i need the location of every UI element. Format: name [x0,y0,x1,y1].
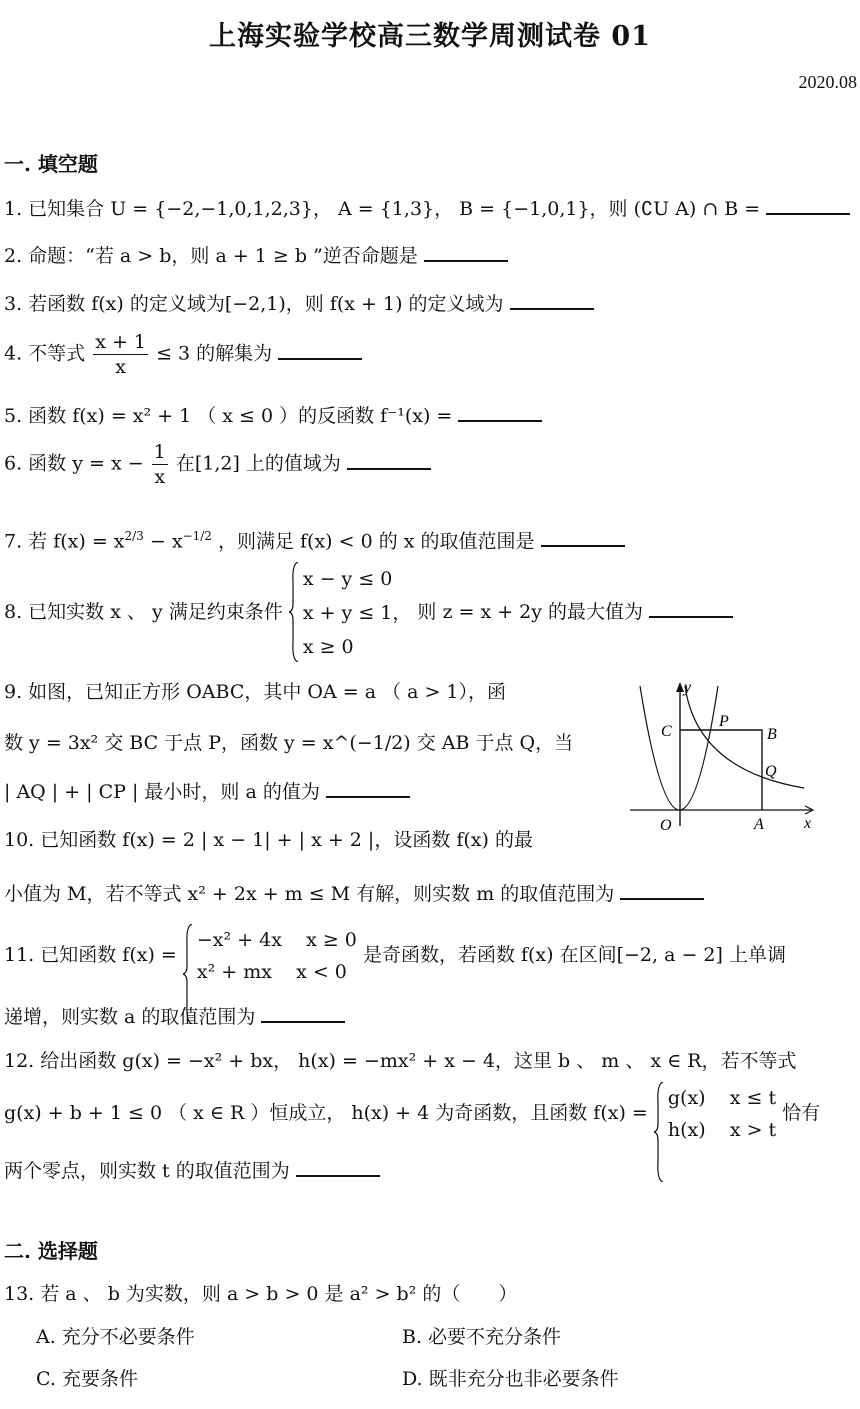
question-9-line-2: 数 y = 3x² 交 BC 于点 P，函数 y = x^(−1/2) 交 AB 于点 Q，当 [4,732,574,754]
question-12 [4,1157,380,1183]
question-9 [4,778,410,804]
question-8-constraint-1: x − y ≤ 0 [302,568,393,590]
question-11-case-2: x² + mx x < 0 [196,961,347,983]
question-7-exponent-2: −1/2 [182,529,212,543]
question-7-suffix: ，则满足 f(x) < 0 的 x 的取值范围是 [217,530,535,553]
label-y: y [684,679,692,696]
exam-date: 2020.08 [798,72,857,92]
question-12-prefix: g(x) + b + 1 ≤ 0 （ x ∈ R ）恒成立， h(x) + 4 为奇函数，且函数 f(x) = [4,1102,648,1124]
label-x: x [804,815,812,832]
question-6-denominator: x [154,466,166,488]
question-11-suffix: 是奇函数，若函数 f(x) 在区间[−2, a − 2] 上单调 [362,944,786,966]
question-8-constraint-system [289,562,412,664]
question-5-text: 5. 函数 f(x) = x² + 1 （ x ≤ 0 ）的反函数 f⁻¹(x) = [4,405,453,427]
question-2-text: 2. 命题：“若 a > b，则 a + 1 ≥ b ”逆否命题是 [4,245,418,267]
option-c[interactable]: C. 充要条件 [36,1368,138,1390]
question-10 [4,880,704,906]
question-10-line-2: 小值为 M，若不等式 x² + 2x + m ≤ M 有解，则实数 m 的取值范围为 [4,883,615,905]
question-12-case-1: g(x) x ≤ t [667,1087,777,1109]
question-8 [4,562,733,664]
question-7 [4,524,625,553]
left-brace-icon [289,562,299,662]
answer-blank-11[interactable] [261,1003,345,1023]
answer-blank-9[interactable] [326,778,410,798]
option-b[interactable]: B. 必要不充分条件 [402,1326,562,1348]
question-9-line-1: 9. 如图，已知正方形 OABC，其中 OA = a （ a > 1），函 [4,681,507,703]
question-12-line-3: 两个零点，则实数 t 的取值范围为 [4,1160,290,1182]
label-a: A [754,816,764,833]
left-brace-icon [654,1082,664,1182]
question-6-prefix: 6. 函数 y = x − [4,452,144,475]
question-4 [4,330,362,379]
option-a[interactable]: A. 充分不必要条件 [36,1326,195,1348]
question-3 [4,290,594,316]
question-8-suffix: 则 z = x + 2y 的最大值为 [417,601,644,623]
label-c: C [661,723,672,740]
answer-blank-12[interactable] [296,1157,380,1177]
question-12-line-2 [4,1082,820,1146]
question-7-prefix: 7. 若 f(x) = x [4,530,125,553]
label-p: P [719,713,729,730]
answer-blank-3[interactable] [510,290,594,310]
label-o: O [660,817,672,834]
option-d[interactable]: D. 既非充分也非必要条件 [402,1368,619,1390]
question-11-piecewise [183,924,357,988]
answer-blank-8[interactable] [649,598,733,618]
question-12-suffix: 恰有 [782,1102,821,1124]
question-4-prefix: 4. 不等式 [4,342,86,365]
answer-blank-7[interactable] [541,527,625,547]
question-4-denominator: x [115,356,126,378]
label-b: B [767,726,777,743]
power-function-curve [685,686,804,788]
question-12-piecewise [654,1082,776,1146]
question-8-constraint-2: x + y ≤ 1， [302,602,412,624]
question-1-text: 1. 已知集合 U = {−2,−1,0,1,2,3}， A = {1,3}， B = {−1,0,1}，则 (∁U A) ∩ B = [4,198,761,220]
question-7-middle: − x [149,530,183,553]
question-11-prefix: 11. 已知函数 f(x) = [4,944,177,966]
question-6 [4,440,431,489]
answer-blank-10[interactable] [620,880,704,900]
answer-blank-5[interactable] [458,402,542,422]
section-multiple-choice: 二. 选择题 [4,1239,98,1263]
question-11-continued [4,1003,345,1029]
question-6-numerator: 1 [153,441,166,463]
square-parabola-figure [622,676,818,836]
question-6-suffix: 在[1,2] 上的值域为 [175,452,341,475]
question-7-exponent-1: 2/3 [124,529,144,543]
page-title: 上海实验学校高三数学周测试卷 01 [209,21,651,52]
question-10-line-1: 10. 已知函数 f(x) = 2 | x − 1| + | x + 2 |，设函数 f(x) 的最 [4,829,533,851]
question-8-prefix: 8. 已知实数 x 、 y 满足约束条件 [4,601,283,623]
section-fill-in: 一. 填空题 [4,152,98,176]
question-5 [4,402,542,428]
question-8-constraint-3: x ≥ 0 [302,636,354,658]
question-3-text: 3. 若函数 f(x) 的定义域为[−2,1)，则 f(x + 1) 的定义域为 [4,293,504,315]
y-axis-arrow-icon [676,682,684,692]
parabola-curve [640,686,718,810]
answer-blank-4[interactable] [278,340,362,360]
answer-blank-6[interactable] [347,450,431,470]
square-outline [680,730,762,810]
question-1 [4,195,850,221]
question-12-case-2: h(x) x > t [667,1119,777,1141]
question-4-numerator: x + 1 [95,331,147,353]
question-4-suffix: ≤ 3 的解集为 [156,342,273,365]
answer-blank-2[interactable] [424,242,508,262]
question-9-line-3: | AQ | + | CP | 最小时，则 a 的值为 [4,781,320,803]
question-11-line-2: 递增，则实数 a 的取值范围为 [4,1006,256,1028]
label-q: Q [765,763,777,780]
question-2 [4,242,508,268]
question-13: 13. 若 a 、 b 为实数，则 a > b > 0 是 a² > b² 的（ ） [4,1283,518,1305]
question-4-fraction [93,330,148,379]
question-11 [4,924,786,988]
question-11-case-1: −x² + 4x x ≥ 0 [196,929,357,951]
question-6-fraction [152,440,168,489]
question-12-line-1: 12. 给出函数 g(x) = −x² + bx， h(x) = −mx² + x − 4，这里 b 、 m 、 x ∈ R，若不等式 [4,1050,797,1072]
answer-blank-1[interactable] [766,195,850,215]
